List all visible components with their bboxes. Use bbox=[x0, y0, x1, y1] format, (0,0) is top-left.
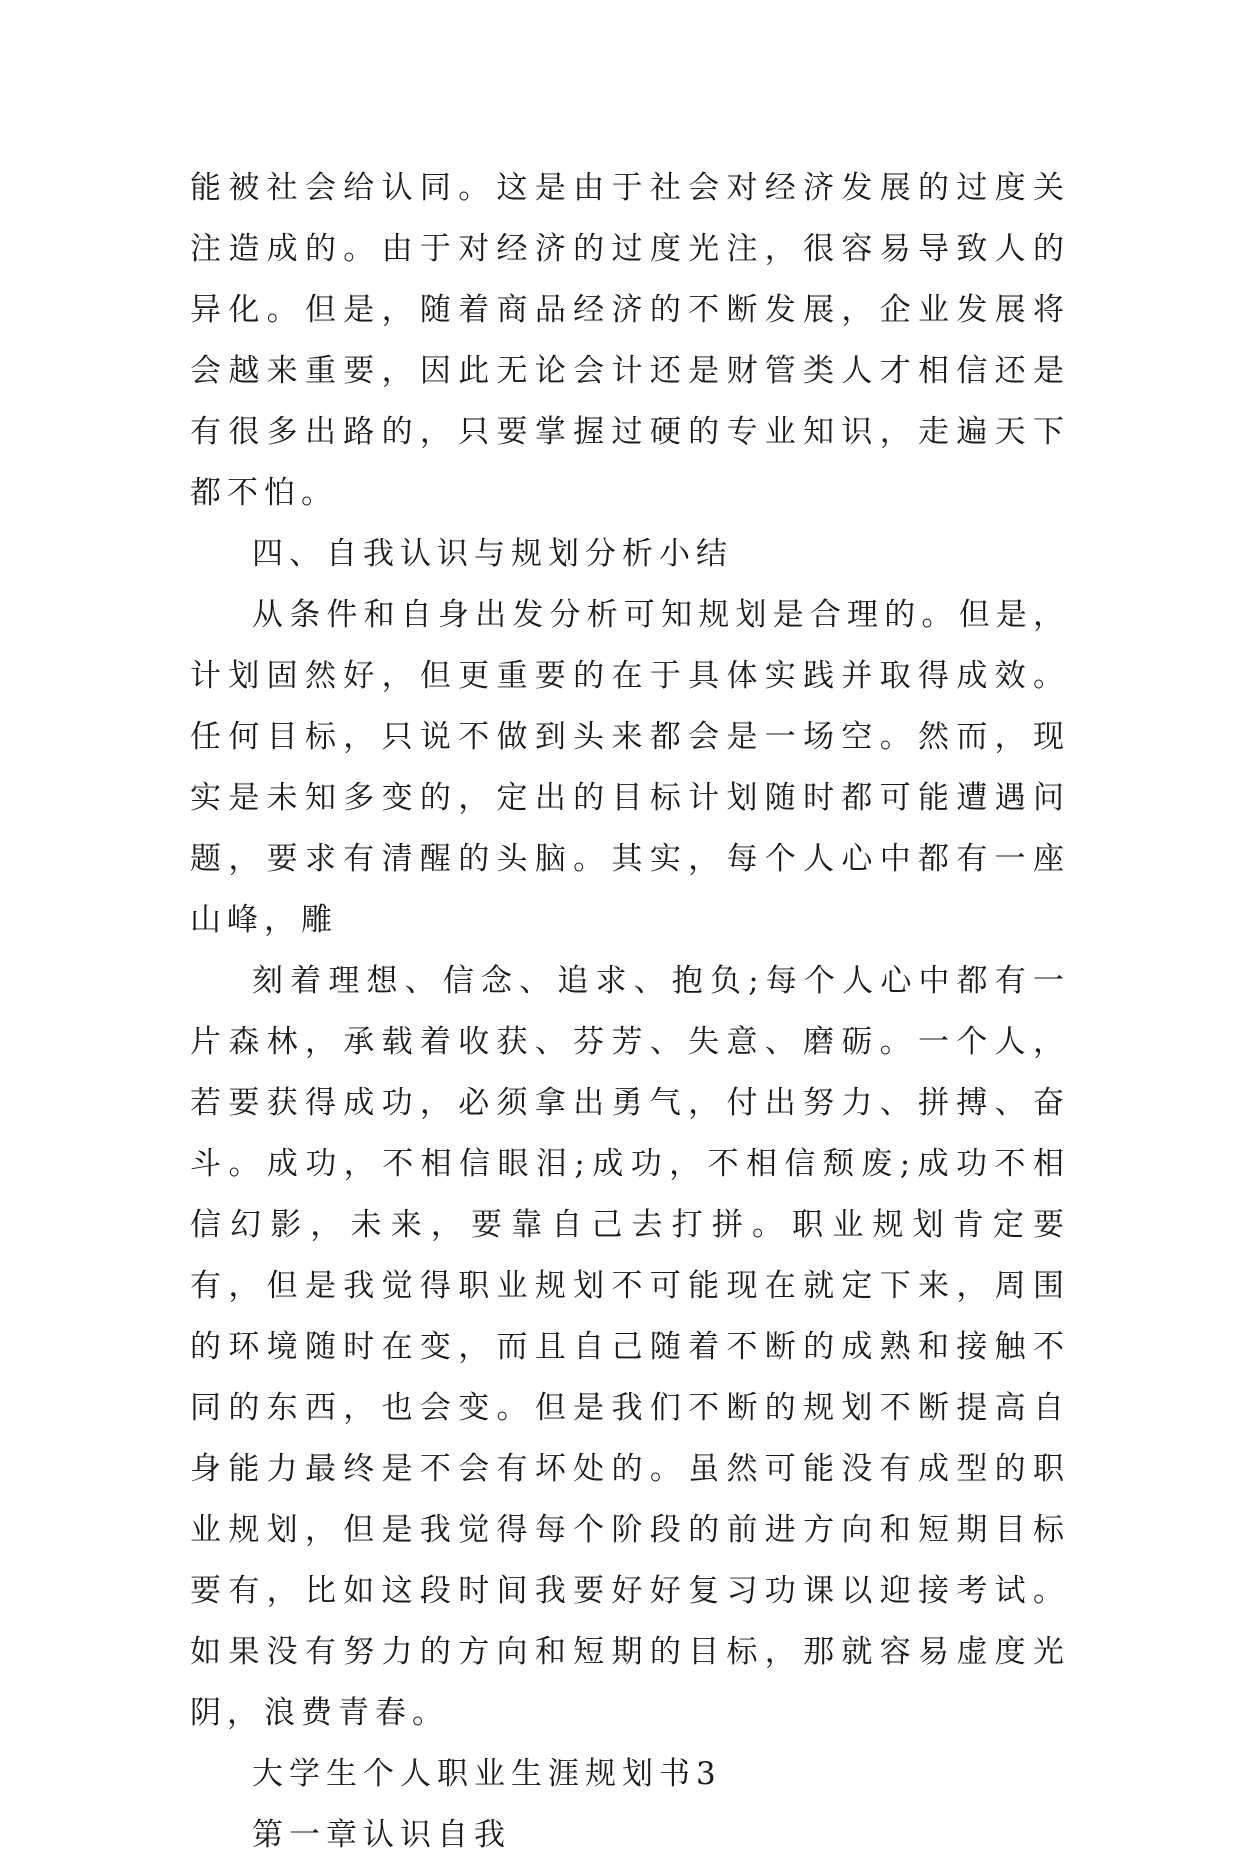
chapter-heading: 第一章认识自我 bbox=[252, 1817, 511, 1853]
section-heading-summary: 四、自我认识与规划分析小结 bbox=[252, 536, 733, 572]
document-title-3: 大学生个人职业生涯规划书3 bbox=[252, 1756, 722, 1792]
paragraph-continuation: 能被社会给认同。这是由于社会对经济发展的过度关注造成的。由于对经济的过度光注，很容易导致人的异化。但是，随着商品经济的不断发展，企业发展将会越来重要，因此无论会计还是财管类人才相信还是有很多出路的，只要掌握过硬的专业知识，走遍天下都不怕。 bbox=[190, 170, 1070, 511]
paragraph-reflection: 刻着理想、信念、追求、抱负;每个人心中都有一片森林，承载着收获、芬芳、失意、磨砺。一个人，若要获得成功，必须拿出勇气，付出努力、拼搏、奋斗。成功，不相信眼泪;成功，不相信颓废;成功不相信幻影，未来，要靠自己去打拼。职业规划肯定要有，但是我觉得职业规划不可能现在就定下来，周围的环境随时在变，而且自己随着不断的成熟和接触不同的东西，也会变。但是我们不断的规划不断提高自身能力最终是不会有坏处的。虽然可能没有成型的职业规划，但是我觉得每个阶段的前进方向和短期目标要有，比如这段时间我要好好复习功课以迎接考试。如果没有努力的方向和短期的目标，那就容易虚度光阴，浪费青春。 bbox=[190, 963, 1070, 1731]
paragraph-analysis: 从条件和自身出发分析可知规划是合理的。但是，计划固然好，但更重要的在于具体实践并取得成效。任何目标，只说不做到头来都会是一场空。然而，现实是未知多变的，定出的目标计划随时都可能遭遇问题，要求有清醒的头脑。其实，每个人心中都有一座山峰，雕 bbox=[190, 597, 1070, 938]
document-body bbox=[190, 158, 1070, 1866]
